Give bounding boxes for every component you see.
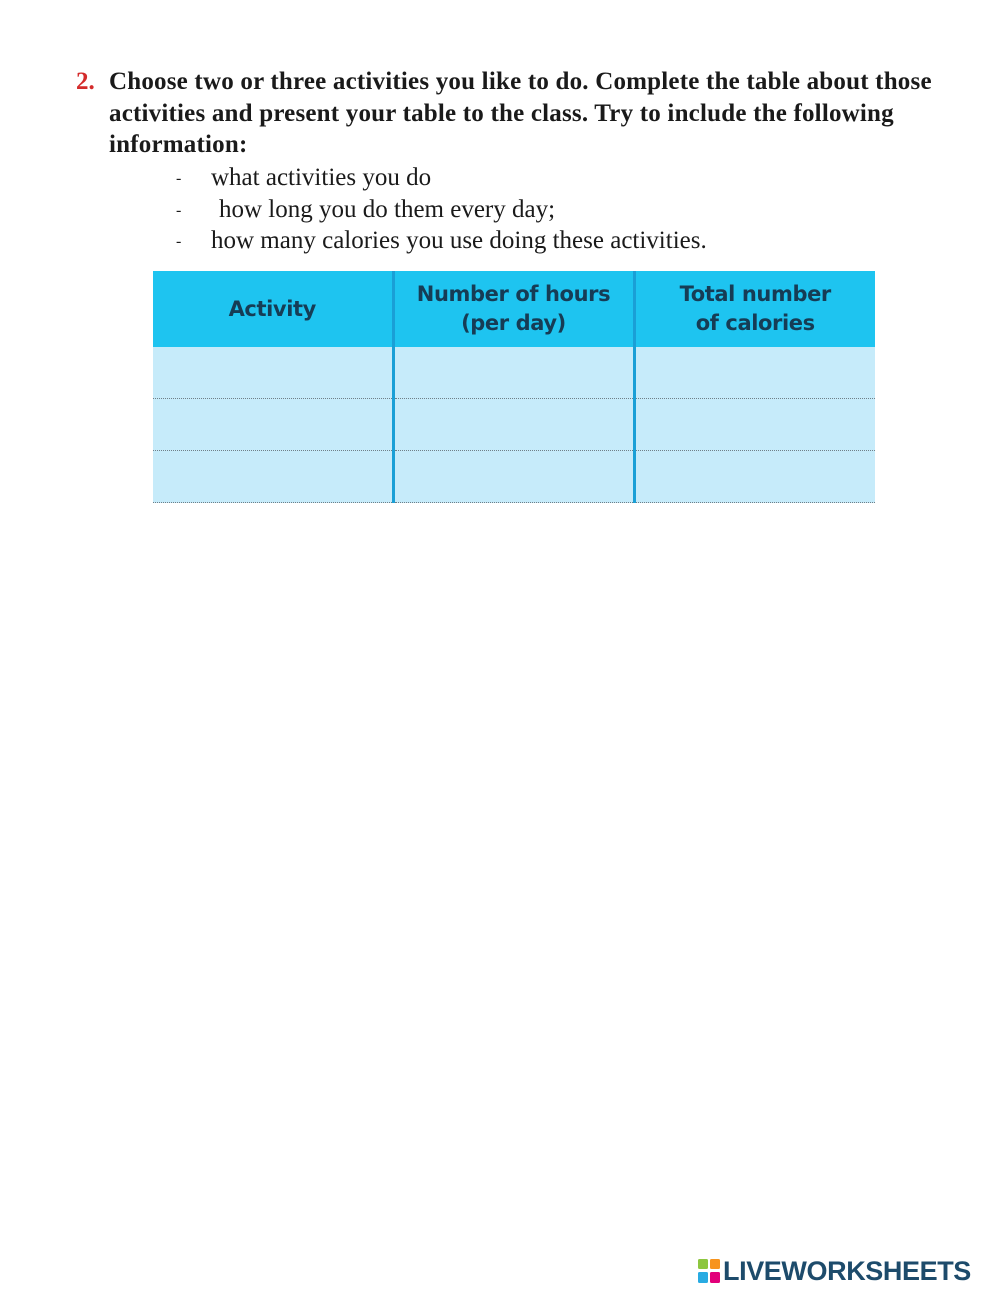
bullet-dash: - bbox=[176, 170, 182, 187]
list-item-text: what activities you do bbox=[211, 164, 432, 191]
header-hours-text: Number of hours (per day) bbox=[416, 282, 611, 335]
liveworksheets-brand bbox=[698, 1256, 971, 1286]
activity-table bbox=[153, 271, 875, 503]
bullet-dash: - bbox=[176, 201, 182, 219]
calories-cell[interactable] bbox=[634, 451, 875, 503]
hours-cell[interactable] bbox=[393, 347, 634, 399]
header-calories-text: Total number of calories bbox=[679, 282, 831, 335]
table-header-row bbox=[153, 271, 875, 347]
bullet-dash: - bbox=[176, 233, 182, 250]
question-instruction: Choose two or three activities you like to do. Complete the table about those activities and present your table to the class. Try to include the following information: bbox=[109, 68, 932, 158]
list-item bbox=[176, 225, 936, 257]
information-list bbox=[176, 162, 936, 257]
list-item-text: how long you do them every day; bbox=[219, 195, 556, 223]
activity-cell[interactable] bbox=[153, 399, 393, 451]
hours-cell[interactable] bbox=[393, 451, 634, 503]
table-row bbox=[153, 399, 875, 451]
hours-cell[interactable] bbox=[393, 399, 634, 451]
header-calories bbox=[634, 271, 875, 347]
brand-name: LIVEWORKSHEETS bbox=[723, 1256, 971, 1286]
list-item bbox=[176, 162, 936, 194]
activity-cell[interactable] bbox=[153, 347, 393, 399]
table-row bbox=[153, 451, 875, 503]
header-hours bbox=[393, 271, 634, 347]
liveworksheets-logo-icon bbox=[698, 1259, 720, 1283]
list-item-text: how many calories you use doing these activities. bbox=[211, 227, 707, 254]
header-activity: Activity bbox=[153, 271, 393, 347]
question-number: 2. bbox=[76, 68, 95, 95]
calories-cell[interactable] bbox=[634, 347, 875, 399]
activity-cell[interactable] bbox=[153, 451, 393, 503]
table-row bbox=[153, 347, 875, 399]
calories-cell[interactable] bbox=[634, 399, 875, 451]
list-item bbox=[176, 194, 936, 226]
